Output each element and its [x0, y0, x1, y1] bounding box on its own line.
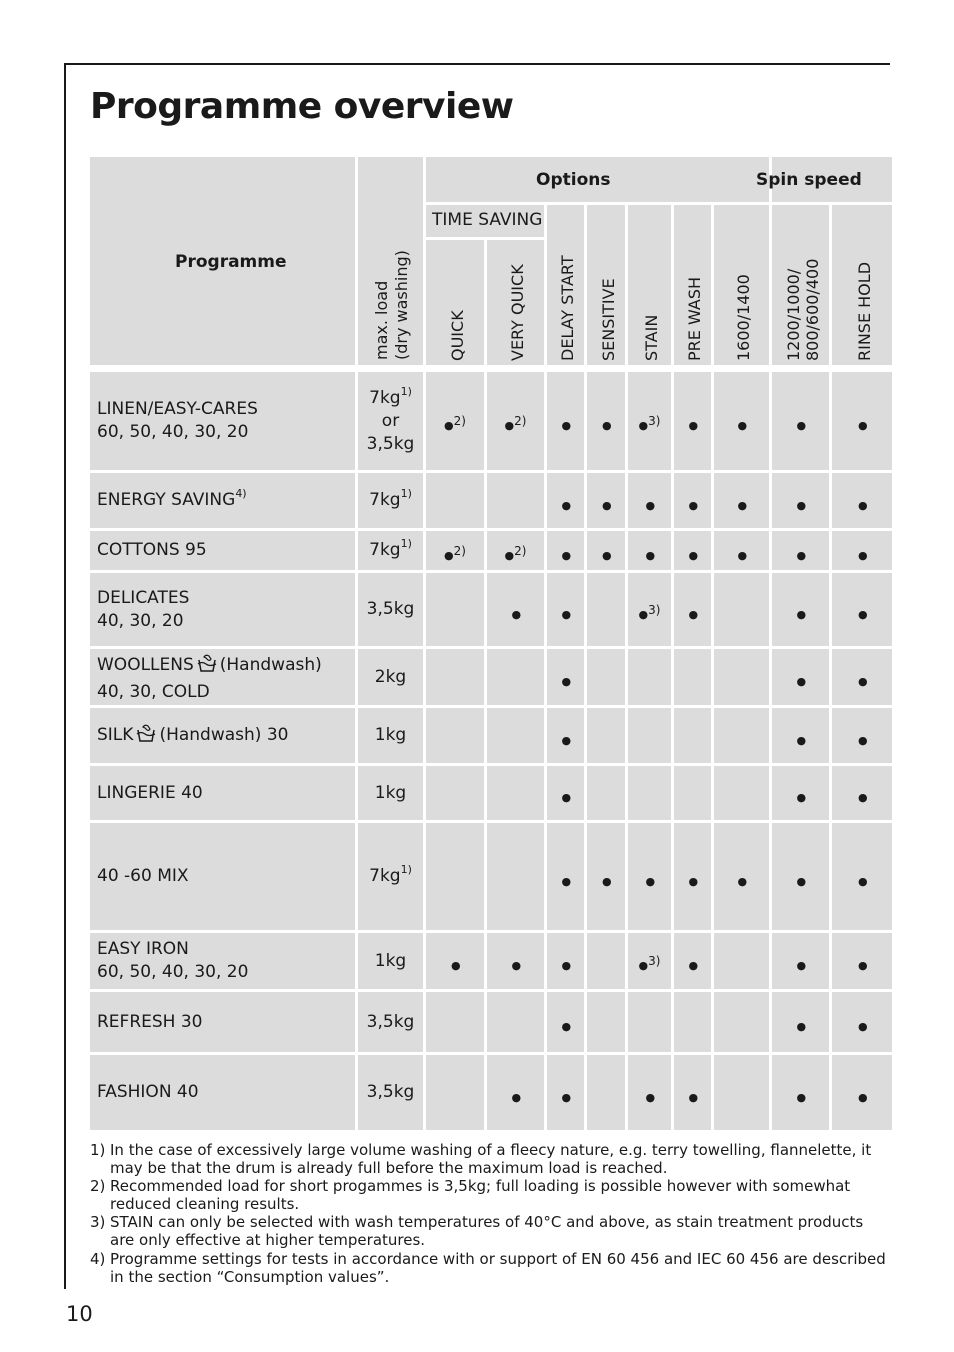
header-col-label: VERY QUICK	[508, 264, 527, 361]
load-text: 2kg	[374, 666, 407, 687]
table-cell	[628, 708, 671, 763]
max-load-value	[358, 666, 423, 689]
option-available-dot: ●	[561, 675, 572, 688]
option-available-dot: ●	[451, 959, 461, 972]
programme-temps	[97, 961, 248, 984]
footnote-ref: 3)	[648, 954, 661, 968]
programme-line: EASY IRON	[97, 939, 189, 959]
footnote-ref: 3)	[648, 602, 661, 617]
load-line	[358, 865, 423, 888]
table-cell	[714, 766, 769, 820]
load-text: 7kg	[369, 490, 401, 510]
option-available-dot: ●	[511, 959, 522, 972]
footnote	[90, 1177, 890, 1213]
max-load-value	[358, 384, 423, 456]
footnote-text: Programme settings for tests in accordance with or support of EN 60 456 and IEC 60 456 are described in the section “Consumption values”.	[110, 1250, 886, 1286]
programme-name-text	[97, 654, 322, 681]
programme-name-text	[97, 1011, 203, 1034]
programme-name	[97, 724, 288, 751]
page-title: Programme overview	[90, 86, 514, 127]
table-cell	[714, 649, 769, 705]
max-load-value	[358, 1011, 423, 1034]
load-line	[358, 1081, 423, 1104]
programme-name-text	[97, 865, 189, 888]
programme-line: WOOLLENS	[97, 655, 194, 675]
table-cell	[714, 1055, 769, 1130]
footnote-text: STAIN can only be selected with wash temperatures of 40°C and above, as stain treatment products are only effective at higher temperatures.	[110, 1213, 864, 1249]
load-line	[358, 539, 423, 562]
option-available-dot: ●	[796, 419, 807, 432]
load-line	[358, 782, 423, 805]
footnote-ref: 2)	[453, 543, 466, 558]
option-available-dot: ●$^{3)}$	[638, 414, 661, 432]
programme-line: LINGERIE 40	[97, 782, 203, 803]
option-available-dot: ●$^{3)}$	[638, 602, 661, 621]
header-col-label: SENSITIVE	[598, 278, 618, 361]
option-available-dot: ●	[645, 874, 656, 888]
footnote-number: 4)	[90, 1250, 106, 1268]
option-available-dot: ●	[858, 874, 868, 888]
header-col-label: QUICK	[447, 310, 467, 361]
load-text: 7kg	[369, 866, 401, 886]
table-cell	[487, 766, 544, 820]
table-cell	[587, 649, 625, 705]
table-cell	[587, 708, 625, 763]
max-load-value	[358, 598, 423, 621]
header-col-label: RINSE HOLD	[854, 261, 874, 361]
option-available-dot: ●	[602, 548, 612, 562]
table-cell	[587, 573, 625, 646]
header-col-label: PRE WASH	[685, 276, 704, 361]
load-line	[358, 1011, 423, 1034]
footnote-ref: 3)	[648, 414, 661, 428]
header-col-label: 1200/1000/	[783, 268, 803, 361]
programme-name-text	[97, 782, 203, 805]
load-text: 1kg	[374, 725, 407, 745]
header-spin-speed-label: Spin speed	[756, 170, 862, 190]
option-available-dot: ●$^{3)}$	[638, 954, 661, 972]
programme-name	[97, 865, 189, 888]
programme-line: 60, 50, 40, 30, 20	[97, 962, 249, 982]
option-available-dot: ●	[737, 874, 748, 888]
table-cell	[487, 992, 544, 1052]
option-available-dot: ●	[796, 498, 807, 512]
table-cell	[714, 992, 769, 1052]
programme-line: DELICATES	[97, 587, 190, 608]
option-available-dot: ●	[602, 874, 612, 888]
frame-left-rule	[64, 63, 66, 1289]
table-cell	[426, 473, 484, 528]
option-available-dot: ●	[796, 548, 807, 562]
programme-name	[97, 654, 322, 704]
option-available-dot: ●$^{2)}$	[504, 543, 527, 562]
programme-name-text	[97, 398, 258, 421]
footnote-ref: 1)	[400, 384, 412, 398]
option-available-dot: ●	[561, 607, 572, 621]
option-available-dot: ●	[645, 548, 656, 562]
option-available-dot: ●	[858, 1020, 868, 1033]
footnote-ref: 2)	[514, 414, 527, 428]
load-line	[358, 666, 423, 689]
option-available-dot: ●	[858, 959, 868, 972]
programme-line: 40 -60 MIX	[97, 866, 189, 886]
load-text: 1kg	[374, 950, 407, 971]
option-available-dot: ●	[858, 498, 868, 512]
programme-name-text: SILK	[97, 725, 134, 745]
programme-line: ENERGY SAVING	[97, 490, 236, 510]
programme-name	[97, 539, 207, 562]
header-max-load-label: max. load	[372, 280, 391, 360]
option-available-dot: ●	[858, 548, 868, 562]
option-available-dot: ●	[688, 1090, 699, 1104]
load-text: 7kg	[369, 540, 401, 560]
load-line	[358, 433, 423, 456]
programme-name-text	[97, 1081, 199, 1104]
load-text: 3,5kg	[366, 1011, 415, 1032]
footnote	[90, 1250, 890, 1286]
option-available-dot: ●	[858, 419, 868, 432]
programme-name	[97, 587, 189, 633]
footnote-ref: 1)	[400, 537, 412, 550]
load-text: or	[381, 410, 400, 431]
option-available-dot: ●	[796, 791, 807, 804]
option-available-dot: ●$^{2)}$	[444, 543, 466, 562]
load-line	[358, 384, 423, 410]
table-cell	[587, 933, 625, 989]
load-line	[358, 724, 423, 747]
option-available-dot: ●	[688, 607, 699, 621]
max-load-value	[358, 724, 423, 747]
option-available-dot: ●	[796, 1020, 807, 1033]
option-available-dot: ●	[737, 498, 748, 512]
option-available-dot: ●	[796, 959, 807, 972]
footnote	[90, 1213, 890, 1249]
footnote-ref: 4)	[235, 487, 247, 500]
load-line	[358, 410, 423, 433]
max-load-value	[358, 489, 423, 512]
load-text: 3,5kg	[366, 1082, 415, 1102]
option-available-dot: ●	[796, 675, 807, 688]
table-cell	[587, 766, 625, 820]
footnote-ref: 1)	[400, 487, 412, 500]
programme-name	[97, 1011, 203, 1034]
option-available-dot: ●	[688, 548, 699, 562]
programme-line: 60, 50, 40, 30, 20	[97, 422, 249, 442]
option-available-dot: ●	[645, 1090, 656, 1104]
footnote-number: 2)	[90, 1177, 106, 1195]
max-load-value	[358, 539, 423, 562]
programme-line: LINEN/EASY-CARES	[97, 399, 258, 419]
load-line	[358, 598, 423, 621]
option-available-dot: ●	[561, 874, 572, 888]
header-options-label: Options	[536, 170, 611, 190]
option-available-dot: ●	[796, 607, 807, 621]
table-cell	[674, 766, 711, 820]
option-available-dot: ●	[561, 791, 572, 804]
programme-name	[97, 938, 248, 984]
header-col-label: STAIN	[642, 314, 661, 361]
programme-name	[97, 489, 247, 512]
handwash-tub-icon	[196, 654, 218, 681]
table-cell	[587, 992, 625, 1052]
table-cell	[587, 1055, 625, 1130]
programme-temps	[97, 681, 322, 704]
header-col-label: DELAY START	[558, 255, 577, 361]
option-available-dot: ●	[511, 607, 522, 621]
table-cell	[426, 823, 484, 930]
programme-line: 40, 30, COLD	[97, 682, 210, 702]
option-available-dot: ●$^{2)}$	[504, 414, 527, 432]
table-cell	[426, 649, 484, 705]
option-available-dot: ●	[511, 1090, 522, 1104]
load-text: 7kg	[369, 387, 401, 408]
programme-temps: 30	[266, 725, 289, 745]
footnote-text: In the case of excessively large volume washing of a fleecy nature, e.g. terry towelling, flannelette, it may be that the drum is already full before the maximum load is reached.	[110, 1141, 872, 1177]
option-available-dot: ●	[561, 959, 572, 972]
option-available-dot: ●	[796, 874, 807, 888]
max-load-value	[358, 950, 423, 973]
footnote-number: 3)	[90, 1213, 106, 1231]
load-text: 1kg	[374, 782, 407, 803]
option-available-dot: ●	[737, 548, 748, 562]
table-cell	[487, 823, 544, 930]
load-text: 3,5kg	[366, 433, 415, 454]
option-available-dot: ●	[602, 419, 612, 432]
max-load-value	[358, 865, 423, 888]
programme-name-text	[97, 587, 189, 610]
table-cell	[426, 1055, 484, 1130]
footnote-ref: 2)	[453, 414, 466, 428]
handwash-tub-icon	[135, 724, 157, 751]
programme-name-text	[97, 539, 207, 562]
load-text: 3,5kg	[366, 599, 415, 619]
table-cell	[714, 933, 769, 989]
option-available-dot: ●	[561, 733, 572, 747]
option-available-dot: ●	[645, 498, 656, 512]
handwash-label: (Handwash)	[159, 725, 262, 745]
option-available-dot: ●	[858, 1090, 868, 1104]
header-col-label: 800/600/400	[802, 258, 822, 361]
header-programme-label: Programme	[175, 252, 287, 272]
table-cell	[426, 992, 484, 1052]
table-cell	[628, 766, 671, 820]
table-cell	[426, 708, 484, 763]
footnote-ref: 1)	[400, 863, 412, 876]
table-cell	[674, 649, 711, 705]
table-cell	[674, 992, 711, 1052]
table-cell	[714, 573, 769, 646]
load-line	[358, 950, 423, 973]
header-max-load-label: (dry washing)	[392, 250, 411, 360]
max-load-value	[358, 1081, 423, 1104]
programme-name	[97, 398, 258, 444]
option-available-dot: ●	[602, 498, 612, 512]
handwash-label: (Handwash)	[219, 655, 322, 675]
option-available-dot: ●	[796, 1090, 807, 1104]
footnote	[90, 1141, 890, 1177]
table-cell	[487, 649, 544, 705]
table-cell	[628, 992, 671, 1052]
table-cell	[714, 708, 769, 763]
table-cell	[674, 708, 711, 763]
option-available-dot: ●	[858, 791, 868, 804]
option-available-dot: ●	[561, 498, 572, 512]
option-available-dot: ●	[688, 874, 699, 888]
table-cell	[487, 473, 544, 528]
header-col-label: 1600/1400	[734, 274, 753, 361]
option-available-dot: ●	[688, 498, 699, 512]
table-cell	[426, 766, 484, 820]
page-number: 10	[66, 1302, 93, 1326]
programme-line: COTTONS 95	[97, 540, 207, 560]
footnote-number: 1)	[90, 1141, 106, 1159]
option-available-dot: ●	[858, 607, 868, 621]
table-cell	[628, 649, 671, 705]
option-available-dot: ●	[858, 675, 868, 688]
header-time-saving-label: TIME SAVING	[432, 210, 543, 230]
option-available-dot: ●	[796, 733, 807, 747]
option-available-dot: ●	[858, 733, 868, 747]
programme-line: FASHION 40	[97, 1082, 199, 1102]
table-cell	[487, 708, 544, 763]
max-load-value	[358, 782, 423, 805]
option-available-dot: ●	[737, 419, 748, 432]
load-line	[358, 489, 423, 512]
option-available-dot: ●	[561, 548, 572, 562]
programme-line: 40, 30, 20	[97, 610, 184, 631]
programme-temps	[97, 610, 189, 633]
programme-line: REFRESH 30	[97, 1011, 203, 1032]
footnote-ref: 2)	[514, 543, 527, 558]
programme-name-text	[97, 489, 247, 512]
option-available-dot: ●	[688, 419, 699, 432]
option-available-dot: ●	[688, 959, 699, 972]
programme-name-text	[97, 938, 248, 961]
option-available-dot: ●	[561, 1090, 572, 1104]
footnote-text: Recommended load for short progammes is 3,5kg; full loading is possible however with somewhat reduced cleaning results.	[110, 1177, 851, 1213]
option-available-dot: ●	[561, 419, 572, 432]
frame-top-rule	[64, 63, 890, 65]
table-cell	[426, 573, 484, 646]
programme-name	[97, 782, 203, 805]
option-available-dot: ●	[561, 1020, 572, 1033]
option-available-dot: ●$^{2)}$	[444, 414, 466, 432]
programme-temps	[97, 421, 258, 444]
programme-name	[97, 1081, 199, 1104]
